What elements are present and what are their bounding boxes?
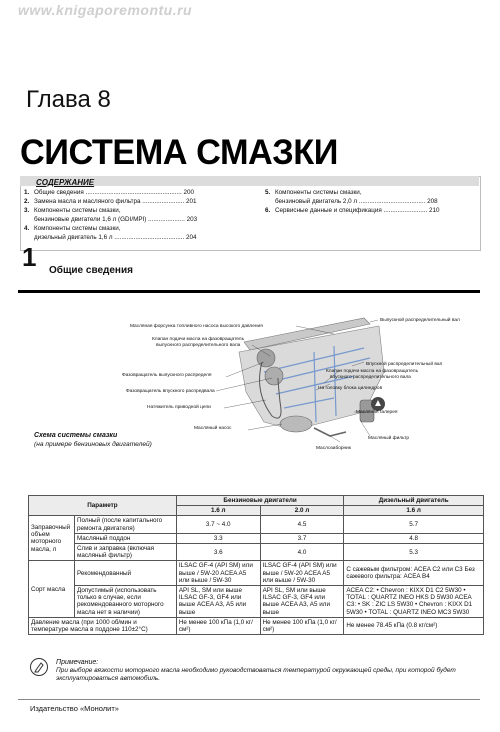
group-oil-volume: Заправочный объем моторного масла, л — [29, 516, 75, 561]
label-intake-phaser-valve: Клапан подачи масла на фазовращатель впускного распределительного вала — [326, 369, 419, 380]
cell: 3.7 ~ 4.0 — [176, 516, 260, 533]
label-exhaust-camshaft: Выпускной распределительный вал — [380, 318, 460, 323]
toc-entry[interactable]: бензиновый двигатель 2,0 л ...................................... 208 — [275, 197, 438, 205]
spec-table — [28, 495, 484, 635]
page-title: СИСТЕМА СМАЗКИ — [20, 133, 338, 172]
cell: 5.3 — [344, 544, 484, 561]
note-icon — [30, 658, 48, 676]
cell: 5.7 — [344, 516, 484, 533]
diagram-caption: (на примере бензиновых двигателей) — [34, 441, 152, 448]
label-oil-pickup: Маслозаборник — [316, 446, 351, 451]
section-number: 1 — [22, 242, 37, 272]
cell: 3.7 — [260, 533, 344, 543]
toc-entry[interactable]: 3. Компоненты системы смазки, — [24, 206, 121, 214]
header-diesel: Дизельный двигатель — [344, 496, 484, 506]
cell: API SL, SM или выше ILSAC GF-3, GF4 или выше ACEA A3, A5 или выше — [260, 586, 344, 618]
row-label: Полный (после капитального ремонта двигателя) — [74, 516, 176, 533]
chapter-heading: Глава 8 — [26, 86, 111, 113]
label-exhaust-phaser: Фазовращатель выпускного распределя — [122, 373, 212, 378]
cell: 4.8 — [344, 533, 484, 543]
note-text: При выборе вязкости моторного масла необходимо руководствоваться температурой окружающей среды, при которой будет эксплуатироваться автомобиль. — [56, 667, 456, 683]
table-row — [29, 617, 484, 634]
cell: 4.0 — [260, 544, 344, 561]
toc-right-column — [265, 189, 477, 216]
cell: API SL, SM или выше ILSAC GF-3, GF4 или выше ACEA A3, A5 или выше — [176, 586, 260, 618]
label-oil-pump: Масляный насос — [194, 426, 232, 431]
row-label: Давление масла (при 1000 об/мин и температуре масла в поддоне 110±2°C) — [29, 617, 177, 634]
table-row — [29, 586, 484, 618]
toc-left-column — [24, 189, 252, 242]
toc-entry[interactable]: 1. Общие сведения ....................................................... 200 — [24, 189, 195, 196]
header-16: 1.6 л — [176, 506, 260, 516]
label-to-cylinder-head: На головку блока цилиндров — [318, 386, 383, 391]
cell: ACEA C2: • Chevron : KIXX D1 C2 5W30 • TOTAL : QUARTZ INEO HKS D 5W30 ACEA C3: • SK : ZIC LS 5W30 • Chevron : KIXX D1 5W30 • TOTAL : QUARTZ INEO MC3 5W30 — [344, 586, 484, 618]
note-label: Примечание: — [56, 659, 99, 666]
watermark: www.knigaporemontu.ru — [18, 2, 193, 18]
cell: Не менее 100 кПа (1,0 кг/см²) — [176, 617, 260, 634]
row-label: Слив и заправка (включая масляный фильтр) — [74, 544, 176, 561]
cell: 3.6 — [176, 544, 260, 561]
header-parameter: Параметр — [29, 496, 177, 516]
table-row — [29, 516, 484, 533]
toc-entry[interactable]: 4. Компоненты системы смазки, — [24, 224, 121, 232]
row-label: Допустимый (использовать только в случае, если рекомендованного моторного масла нет в наличии) — [74, 586, 176, 618]
row-label: Рекомендованный — [74, 561, 176, 586]
publisher: Издательство «Монолит» — [30, 704, 119, 713]
cell: 4.5 — [260, 516, 344, 533]
cell: ILSAC GF-4 (API SM) или выше / 5W-20 ACEA A5 или выше / 5W-30 — [176, 561, 260, 586]
footer-rule — [18, 699, 480, 700]
cell: Не менее 100 кПа (1,0 кг/см²) — [260, 617, 344, 634]
toc-entry[interactable]: 6. Сервисные данные и спецификация ......................... 210 — [265, 206, 440, 214]
section-title: Общие сведения — [49, 265, 133, 276]
toc-entry[interactable]: бензиновые двигатели 1,6 л (GDI/MPI) ..................... 203 — [34, 215, 198, 223]
row-label: Масляный поддон — [74, 533, 176, 543]
cell: Не менее 78.45 кПа (0.8 кг/см²) — [344, 617, 484, 634]
label-hp-pump-oil-jet: Масляная форсунка топливного насоса высокого давления — [130, 324, 263, 329]
header-20: 2.0 л — [260, 506, 344, 516]
table-row — [29, 533, 484, 543]
header-16d: 1.6 л — [344, 506, 484, 516]
cell: 3.3 — [176, 533, 260, 543]
label-chain-tensioner: Натяжитель приводной цепи — [147, 405, 211, 410]
section-rule — [18, 290, 480, 293]
group-oil-grade: Сорт масла — [29, 561, 75, 617]
label-oil-filter: Масляный фильтр — [368, 436, 410, 441]
cell: ILSAC GF-4 (API SM) или выше / 5W-20 ACEA A5 или выше / 5W-30 — [260, 561, 344, 586]
header-petrol: Бензиновые двигатели — [176, 496, 344, 506]
label-intake-camshaft: Впускной распределительный вал — [366, 362, 443, 367]
cell: С сажевым фильтром: ACEA C2 или C3 Без сажевого фильтра: ACEA B4 — [344, 561, 484, 586]
toc-entry[interactable]: 2. Замена масла и масляного фильтра ........................ 201 — [24, 197, 197, 205]
table-row — [29, 544, 484, 561]
label-intake-phaser: Фазовращатель впускного распредвала — [126, 389, 215, 394]
toc-label: СОДЕРЖАНИЕ — [36, 178, 95, 187]
label-oil-gallery: Масляная галерея — [356, 410, 398, 415]
label-exhaust-phaser-valve: Клапан подачи масла на фазовращатель выпускного распределительного вала — [152, 337, 245, 348]
toc-entry[interactable]: 5. Компоненты системы смазки, — [265, 189, 362, 196]
toc-entry[interactable]: дизельный двигатель 1,6 л ........................................ 204 — [34, 233, 197, 241]
diagram-caption-title: Схема системы смазки — [34, 432, 118, 439]
table-row — [29, 561, 484, 586]
